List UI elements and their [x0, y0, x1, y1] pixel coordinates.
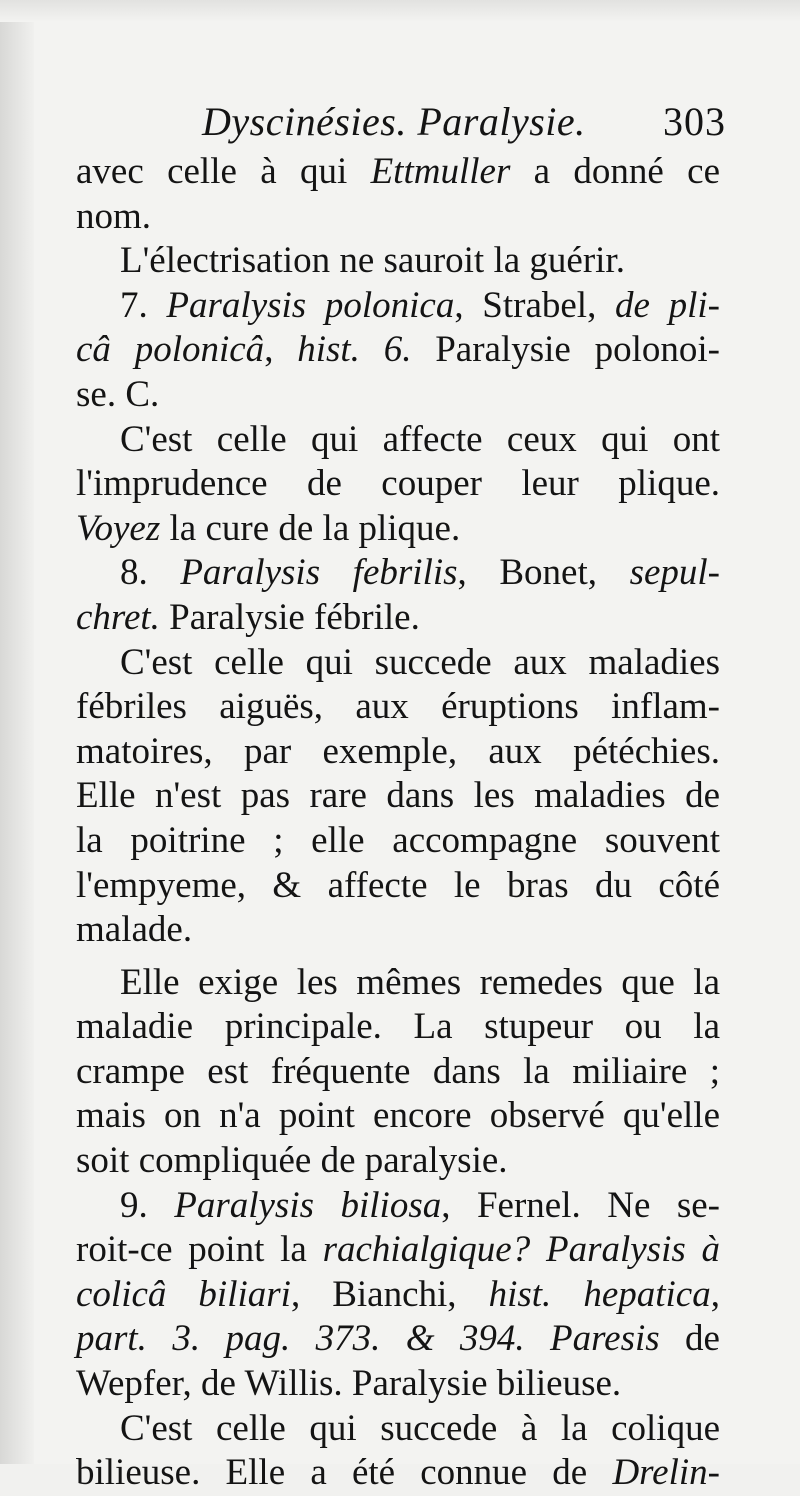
text-line: bilieuse. Elle a été connue de Drelin-: [76, 1452, 720, 1494]
text-line: chret. Paralysie fébrile.: [76, 596, 420, 638]
page-gutter-shadow: [0, 0, 34, 1464]
text-line: mais on n'a point encore observé qu'elle: [76, 1095, 720, 1137]
page-top-shadow: [0, 0, 800, 22]
text-line: maladie principale. La stupeur ou la: [76, 1006, 720, 1048]
text-line: Elle n'est pas rare dans les maladies de: [76, 775, 720, 817]
text-line: C'est celle qui succede à la colique: [120, 1407, 720, 1449]
text-line: 8. Paralysis febrilis, Bonet, sepul-: [120, 552, 720, 594]
text-line: 9. Paralysis biliosa, Fernel. Ne se-: [120, 1184, 720, 1226]
page-number: 303: [663, 99, 726, 144]
text-line: nom.: [76, 195, 152, 237]
text-line: Voyez la cure de la plique.: [76, 507, 461, 549]
text-line: L'électrisation ne sauroit la guérir.: [120, 240, 625, 282]
text-line: soit compliquée de paralysie.: [76, 1140, 508, 1182]
text-line: colicâ biliari, Bianchi, hist. hepatica,: [76, 1273, 720, 1315]
running-title: Dyscinésies. Paralysie.: [202, 99, 586, 144]
text-line: avec celle à qui Ettmuller a donné ce: [76, 151, 720, 192]
text-line: C'est celle qui affecte ceux qui ont: [120, 418, 720, 460]
text-line: Elle exige les mêmes remedes que la: [120, 961, 720, 1003]
text-line: se. C.: [76, 373, 160, 415]
text-line: câ polonicâ, hist. 6. Paralysie polonoi-: [76, 329, 721, 371]
text-line: crampe est fréquente dans la miliaire ;: [76, 1050, 720, 1092]
text-line: fébriles aiguës, aux éruptions inflam-: [76, 686, 720, 728]
text-line: l'imprudence de couper leur plique.: [76, 463, 720, 505]
page-header: [80, 98, 740, 152]
text-line: C'est celle qui succede aux maladies: [120, 641, 720, 683]
text-line: la poitrine ; elle accompagne souvent: [76, 819, 720, 861]
body-text: [76, 150, 720, 1496]
text-line: part. 3. pag. 373. & 394. Paresis de: [76, 1318, 720, 1360]
text-line: l'empyeme, & affecte le bras du côté: [76, 864, 720, 906]
text-line: 7. Paralysis polonica, Strabel, de pli-: [120, 284, 720, 326]
text-line: Wepfer, de Willis. Paralysie bilieuse.: [76, 1363, 622, 1405]
text-line: roit-ce point la rachialgique? Paralysis à: [76, 1229, 721, 1271]
text-line: matoires, par exemple, aux pétéchies.: [76, 730, 720, 772]
text-line: malade.: [76, 909, 193, 951]
paragraph-gap: [76, 953, 720, 961]
